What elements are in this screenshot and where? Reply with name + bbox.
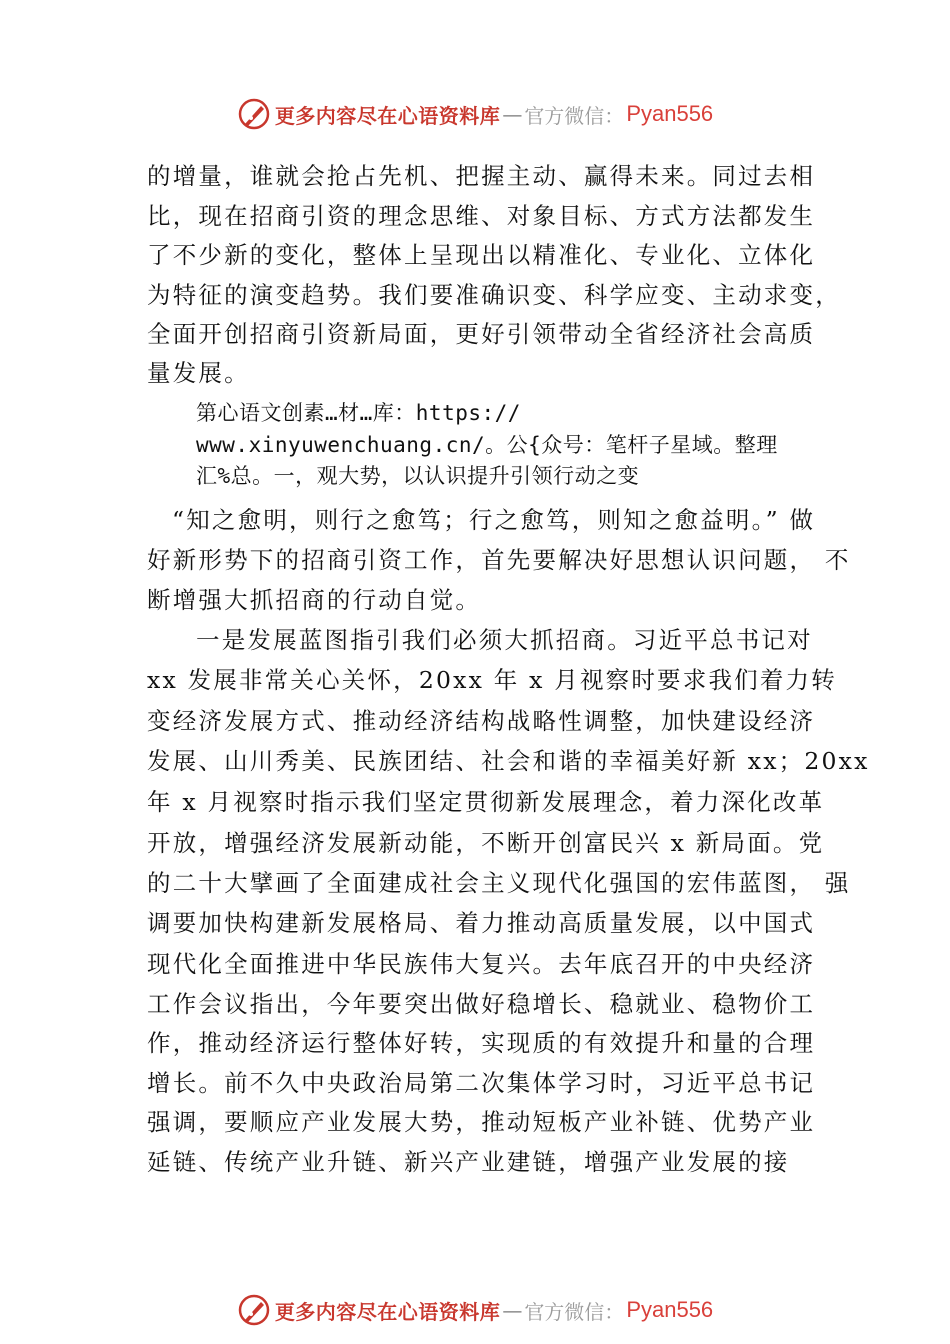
paragraph-line: 增长。前不久中央政治局第二次集体学习时，习近平总书记	[147, 1069, 816, 1097]
paragraph-line: 好新形势下的招商引资工作，首先要解决好思想认识问题， 不	[147, 546, 851, 574]
banner-main-text: 更多内容尽在心语资料库	[274, 103, 501, 128]
paragraph-line: 工作会议指出，今年要突出做好稳增长、稳就业、稳物价工	[147, 990, 816, 1018]
banner-weixin-label: 官方微信：	[524, 1299, 625, 1324]
source-note-line: 第心语文创素…材…库：https://	[196, 401, 521, 425]
paragraph-line: 一是发展蓝图指引我们必须大抓招商。习近平总书记对	[196, 626, 813, 654]
pen-nib-logo-icon	[237, 1293, 271, 1327]
paragraph-line: 的二十大擘画了全面建成社会主义现代化强国的宏伟蓝图， 强	[147, 869, 851, 897]
paragraph-line: 现代化全面推进中华民族伟大复兴。去年底召开的中央经济	[147, 950, 816, 978]
header-banner	[0, 94, 950, 134]
footer-banner	[0, 1290, 950, 1330]
paragraph-line: 作，推动经济运行整体好转，实现质的有效提升和量的合理	[147, 1029, 816, 1057]
paragraph-line: 变经济发展方式、推动经济结构战略性调整，加快建设经济	[147, 707, 816, 735]
paragraph-line: 开放，增强经济发展新动能，不断开创富民兴 x 新局面。党	[147, 829, 825, 857]
paragraph-line: 调要加快构建新发展格局、着力推动高质量发展，以中国式	[147, 909, 816, 937]
paragraph-line: xx 发展非常关心关怀，20xx 年 x 月视察时要求我们着力转	[147, 666, 837, 694]
banner-main-text: 更多内容尽在心语资料库	[274, 1299, 501, 1324]
paragraph-line: 量发展。	[147, 359, 250, 387]
banner-dash: —	[502, 102, 523, 126]
banner-wechat-id: Pyan556	[626, 101, 714, 126]
paragraph-line: 为特征的演变趋势。我们要准确识变、科学应变、主动求变，	[147, 281, 841, 309]
pen-nib-logo-icon	[237, 97, 271, 131]
source-note-line: www.xinyuwenchuang.cn/。公{众号：笔杆子星域。整理	[196, 433, 778, 457]
banner-weixin-label: 官方微信：	[524, 103, 625, 128]
banner-wechat-id: Pyan556	[626, 1297, 714, 1322]
paragraph-line: 延链、传统产业升链、新兴产业建链，增强产业发展的接	[147, 1148, 790, 1176]
source-note-line: 汇%总。一，观大势，以认识提升引领行动之变	[196, 464, 640, 488]
paragraph-line: 断增强大抓招商的行动自觉。	[147, 586, 482, 614]
paragraph-line: 强调，要顺应产业发展大势，推动短板产业补链、优势产业	[147, 1108, 816, 1136]
paragraph-line: 的增量，谁就会抢占先机、把握主动、赢得未来。同过去相	[147, 162, 816, 190]
paragraph-line: 全面开创招商引资新局面，更好引领带动全省经济社会高质	[147, 320, 816, 348]
paragraph-line: 发展、山川秀美、民族团结、社会和谐的幸福美好新 xx；20xx	[147, 747, 870, 775]
paragraph-line: “知之愈明，则行之愈笃；行之愈笃，则知之愈益明。” 做	[172, 506, 816, 534]
paragraph-line: 了不少新的变化，整体上呈现出以精准化、专业化、立体化	[147, 241, 816, 269]
paragraph-line: 年 x 月视察时指示我们坚定贯彻新发展理念，着力深化改革	[147, 788, 825, 816]
paragraph-line: 比，现在招商引资的理念思维、对象目标、方式方法都发生	[147, 202, 816, 230]
banner-dash: —	[502, 1298, 523, 1322]
